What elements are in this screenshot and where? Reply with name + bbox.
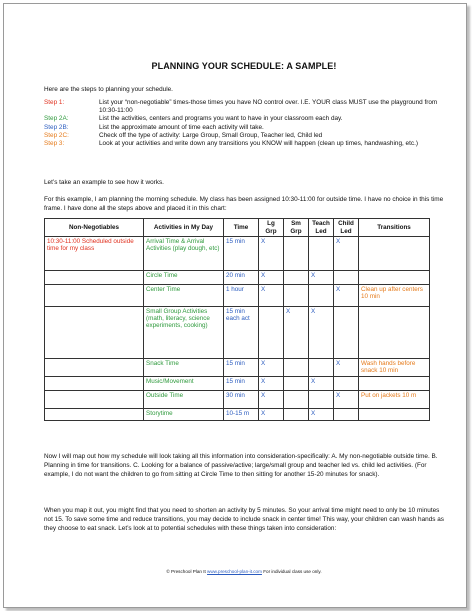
- large-group-cell: X: [259, 237, 284, 271]
- table-row: [45, 271, 430, 285]
- large-group-cell: X: [259, 271, 284, 285]
- table-header-row: [45, 219, 430, 237]
- footer: [44, 569, 444, 574]
- time-cell: 15 min: [224, 377, 259, 391]
- non-negotiable-cell: [45, 359, 144, 377]
- example-line: Let’s take an example to see how it works.: [44, 179, 164, 186]
- large-group-cell: X: [259, 377, 284, 391]
- header-small-group: Sm Grp: [284, 219, 309, 237]
- step-label: Step 1:: [44, 99, 65, 106]
- non-negotiable-cell: [45, 409, 144, 421]
- non-negotiable-cell: [45, 271, 144, 285]
- child-led-cell: [334, 271, 359, 285]
- step-item: [44, 140, 444, 148]
- activity-cell: Storytime: [144, 409, 224, 421]
- example-paragraph: For this example, I am planning the morning schedule. My class has been assigned 10:30-11:00 for outside time. I have no choice in this time frame. I have done all the steps above and placed it in this chart:: [44, 196, 444, 212]
- header-non-negotiables: Non-Negotiables: [45, 219, 144, 237]
- time-cell: 1 hour: [224, 285, 259, 307]
- teacher-led-cell: [309, 237, 334, 271]
- teacher-led-cell: X: [309, 409, 334, 421]
- transition-cell: [359, 377, 430, 391]
- step-text: List your “non-negotiable” times-those times you have NO control over. I.E. YOUR class MUST use the playground from 10:30-11:00: [99, 99, 438, 115]
- time-cell: 15 min: [224, 237, 259, 271]
- small-group-cell: X: [284, 307, 309, 359]
- step-text: Look at your activities and write down any transitions you KNOW will happen (clean up times, handwashing, etc.): [99, 140, 418, 148]
- activity-cell: Small Group Activities (math, literacy, science experiments, cooking): [144, 307, 224, 359]
- non-negotiable-cell: [45, 285, 144, 307]
- activity-cell: Arrival Time & Arrival Activities (play dough, etc): [144, 237, 224, 271]
- child-led-cell: X: [334, 285, 359, 307]
- large-group-cell: [259, 307, 284, 359]
- step-text: List the approximate amount of time each activity will take.: [99, 123, 264, 131]
- activity-cell: Circle Time: [144, 271, 224, 285]
- header-child-led: Child Led: [334, 219, 359, 237]
- teacher-led-cell: [309, 359, 334, 377]
- page-title: PLANNING YOUR SCHEDULE: A SAMPLE!: [151, 61, 337, 71]
- step-text: Check off the type of activity: Large Group, Small Group, Teacher led, Child led: [99, 131, 323, 139]
- footer-copyright: © Preschool Plan It: [166, 569, 206, 574]
- activity-cell: Outside Time: [144, 391, 224, 409]
- header-large-group: Lg Grp: [259, 219, 284, 237]
- teacher-led-cell: [309, 391, 334, 409]
- activity-cell: Snack Time: [144, 359, 224, 377]
- time-cell: 20 min: [224, 271, 259, 285]
- large-group-cell: X: [259, 359, 284, 377]
- step-label: Step 2B:: [44, 123, 69, 131]
- steps-list: [44, 99, 444, 148]
- large-group-cell: X: [259, 409, 284, 421]
- header-teacher-led: Teach Led: [309, 219, 334, 237]
- small-group-cell: [284, 359, 309, 377]
- transition-cell: [359, 307, 430, 359]
- header-activities: Activities in My Day: [144, 219, 224, 237]
- child-led-cell: [334, 377, 359, 391]
- non-negotiable-cell: [45, 377, 144, 391]
- child-led-cell: X: [334, 391, 359, 409]
- teacher-led-cell: [309, 285, 334, 307]
- non-negotiable-cell: [45, 307, 144, 359]
- teacher-led-cell: X: [309, 307, 334, 359]
- mapping-paragraph: Now I will map out how my schedule will look taking all this information into consideration-specifically: A. My non-negotiable outside time. B. Planning in time for transitions. C. Looking for a balance of passive/active; large/small group and teacher led vs. child led activities. (For example, I do not want the children to go from sitting at Circle Time to then sitting for another 15-20 minutes for snack).: [44, 453, 438, 478]
- time-cell: 30 min: [224, 391, 259, 409]
- small-group-cell: [284, 377, 309, 391]
- time-cell: 15 min each act: [224, 307, 259, 359]
- table-row: [45, 237, 430, 271]
- non-negotiable-cell: 10:30-11:00 Scheduled outside time for my class: [45, 237, 144, 271]
- step-label: Step 2C:: [44, 131, 69, 139]
- table-row: [45, 377, 430, 391]
- step-label: Step 2A:: [44, 115, 69, 123]
- step-text: List the activities, centers and programs you want to have in your classroom each day.: [99, 115, 343, 123]
- small-group-cell: [284, 409, 309, 421]
- step-item: [44, 132, 444, 140]
- shortening-paragraph: When you map it out, you might find that you need to shorten an activity by 5 minutes. So your arrival time might need to only be 10 minutes not 15. To save some time and reduce transitions, you may decide to include snack in center time! This way, your children can wash hands as they choose to eat snack. Let’s look at to potential schedules with these things taken into consideration:: [44, 507, 444, 532]
- large-group-cell: X: [259, 285, 284, 307]
- teacher-led-cell: X: [309, 271, 334, 285]
- small-group-cell: [284, 237, 309, 271]
- child-led-cell: [334, 307, 359, 359]
- step-label: Step 3:: [44, 140, 65, 148]
- small-group-cell: [284, 391, 309, 409]
- large-group-cell: X: [259, 391, 284, 409]
- small-group-cell: [284, 285, 309, 307]
- activity-cell: Music/Movement: [144, 377, 224, 391]
- step-item: [44, 124, 444, 132]
- header-transitions: Transitions: [359, 219, 430, 237]
- time-cell: 10-15 m: [224, 409, 259, 421]
- schedule-table: [44, 218, 430, 421]
- step-item: [44, 99, 444, 115]
- transition-cell: Wash hands before snack 10 min: [359, 359, 430, 377]
- step-item: [44, 115, 444, 123]
- document-page: [3, 3, 467, 608]
- table-row: [45, 307, 430, 359]
- time-cell: 15 min: [224, 359, 259, 377]
- small-group-cell: [284, 271, 309, 285]
- header-time: Time: [224, 219, 259, 237]
- transition-cell: Clean up after centers 10 min: [359, 285, 430, 307]
- child-led-cell: X: [334, 359, 359, 377]
- activity-cell: Center Time: [144, 285, 224, 307]
- teacher-led-cell: X: [309, 377, 334, 391]
- transition-cell: Put on jackets 10 m: [359, 391, 430, 409]
- footer-usage-note: For individual class use only.: [263, 569, 322, 574]
- child-led-cell: [334, 409, 359, 421]
- table-row: [45, 359, 430, 377]
- intro-text: Here are the steps to planning your schedule.: [44, 86, 173, 93]
- non-negotiable-cell: [45, 391, 144, 409]
- footer-url[interactable]: www.preschool-plan-it.com: [207, 569, 262, 574]
- table-row: [45, 285, 430, 307]
- transition-cell: [359, 271, 430, 285]
- table-row: [45, 391, 430, 409]
- transition-cell: [359, 409, 430, 421]
- transition-cell: [359, 237, 430, 271]
- child-led-cell: X: [334, 237, 359, 271]
- table-row: [45, 409, 430, 421]
